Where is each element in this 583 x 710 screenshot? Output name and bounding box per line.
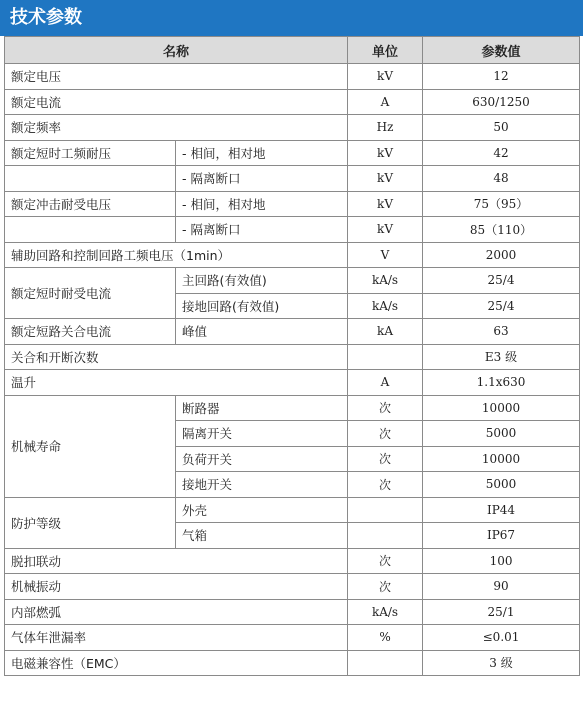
- table-row: [5, 497, 580, 523]
- param-unit: kA: [348, 319, 423, 345]
- table-row: [5, 548, 580, 574]
- param-unit: 次: [348, 421, 423, 447]
- param-sub: 气箱: [176, 523, 348, 549]
- param-name: 额定冲击耐受电压: [5, 191, 176, 217]
- param-value: 63: [423, 319, 580, 345]
- param-unit: 次: [348, 395, 423, 421]
- param-unit: [348, 497, 423, 523]
- table-row: [5, 217, 580, 243]
- param-name: 额定频率: [5, 115, 348, 141]
- param-sub: - 相间，相对地: [176, 140, 348, 166]
- param-sub: 外壳: [176, 497, 348, 523]
- param-name: 机械寿命: [5, 395, 176, 497]
- param-unit: kV: [348, 140, 423, 166]
- section-title: 技术参数: [0, 0, 583, 36]
- param-value: ≤0.01: [423, 625, 580, 651]
- param-value: 50: [423, 115, 580, 141]
- param-unit: kV: [348, 191, 423, 217]
- param-unit: kA/s: [348, 268, 423, 294]
- param-value: 1.1x630: [423, 370, 580, 396]
- param-unit: 次: [348, 446, 423, 472]
- param-unit: Hz: [348, 115, 423, 141]
- table-row: [5, 370, 580, 396]
- param-unit: [348, 650, 423, 676]
- param-unit: [348, 523, 423, 549]
- table-row: [5, 395, 580, 421]
- param-value: IP67: [423, 523, 580, 549]
- param-value: 12: [423, 64, 580, 90]
- param-name: 额定短路关合电流: [5, 319, 176, 345]
- param-unit: kA/s: [348, 599, 423, 625]
- header-name: 名称: [5, 37, 348, 64]
- param-name-empty: [5, 217, 176, 243]
- param-value: E3 级: [423, 344, 580, 370]
- param-value: 25/1: [423, 599, 580, 625]
- param-value: 630/1250: [423, 89, 580, 115]
- param-unit: A: [348, 89, 423, 115]
- param-value: 2000: [423, 242, 580, 268]
- table-row: [5, 650, 580, 676]
- table-row: [5, 625, 580, 651]
- param-value: 5000: [423, 472, 580, 498]
- table-row: [5, 191, 580, 217]
- param-value: 42: [423, 140, 580, 166]
- param-sub: - 隔离断口: [176, 166, 348, 192]
- param-value: 48: [423, 166, 580, 192]
- param-name: 额定短时耐受电流: [5, 268, 176, 319]
- param-value: 10000: [423, 446, 580, 472]
- param-unit: kA/s: [348, 293, 423, 319]
- param-value: 90: [423, 574, 580, 600]
- param-sub: 负荷开关: [176, 446, 348, 472]
- param-unit: [348, 344, 423, 370]
- param-unit: kV: [348, 166, 423, 192]
- header-row: [5, 37, 580, 64]
- param-value: 100: [423, 548, 580, 574]
- table-row: [5, 319, 580, 345]
- param-name: 机械振动: [5, 574, 348, 600]
- param-value: 10000: [423, 395, 580, 421]
- spec-table: [4, 36, 580, 676]
- param-sub: 接地开关: [176, 472, 348, 498]
- param-unit: A: [348, 370, 423, 396]
- param-name: 温升: [5, 370, 348, 396]
- param-name: 辅助回路和控制回路工频电压（1min）: [5, 242, 348, 268]
- table-row: [5, 140, 580, 166]
- header-unit: 单位: [348, 37, 423, 64]
- param-sub: - 相间，相对地: [176, 191, 348, 217]
- param-name: 关合和开断次数: [5, 344, 348, 370]
- param-value: 85（110）: [423, 217, 580, 243]
- param-name: 气体年泄漏率: [5, 625, 348, 651]
- param-value: 75（95）: [423, 191, 580, 217]
- param-value: 25/4: [423, 293, 580, 319]
- param-unit: 次: [348, 472, 423, 498]
- table-row: [5, 166, 580, 192]
- table-row: [5, 574, 580, 600]
- param-value: 25/4: [423, 268, 580, 294]
- param-name: 额定短时工频耐压: [5, 140, 176, 166]
- param-sub: 主回路(有效值): [176, 268, 348, 294]
- param-name: 额定电压: [5, 64, 348, 90]
- param-name: 防护等级: [5, 497, 176, 548]
- param-value: 3 级: [423, 650, 580, 676]
- param-sub: 峰值: [176, 319, 348, 345]
- param-sub: - 隔离断口: [176, 217, 348, 243]
- param-unit: 次: [348, 574, 423, 600]
- param-unit: %: [348, 625, 423, 651]
- param-name: 内部燃弧: [5, 599, 348, 625]
- param-sub: 隔离开关: [176, 421, 348, 447]
- param-unit: V: [348, 242, 423, 268]
- table-row: [5, 344, 580, 370]
- table-row: [5, 89, 580, 115]
- param-value: 5000: [423, 421, 580, 447]
- param-value: IP44: [423, 497, 580, 523]
- param-unit: kV: [348, 64, 423, 90]
- param-name: 电磁兼容性（EMC）: [5, 650, 348, 676]
- table-row: [5, 268, 580, 294]
- param-sub: 断路器: [176, 395, 348, 421]
- table-row: [5, 599, 580, 625]
- param-sub: 接地回路(有效值): [176, 293, 348, 319]
- param-name: 脱扣联动: [5, 548, 348, 574]
- param-unit: kV: [348, 217, 423, 243]
- table-row: [5, 64, 580, 90]
- header-value: 参数值: [423, 37, 580, 64]
- table-row: [5, 115, 580, 141]
- table-row: [5, 242, 580, 268]
- param-name-empty: [5, 166, 176, 192]
- param-unit: 次: [348, 548, 423, 574]
- param-name: 额定电流: [5, 89, 348, 115]
